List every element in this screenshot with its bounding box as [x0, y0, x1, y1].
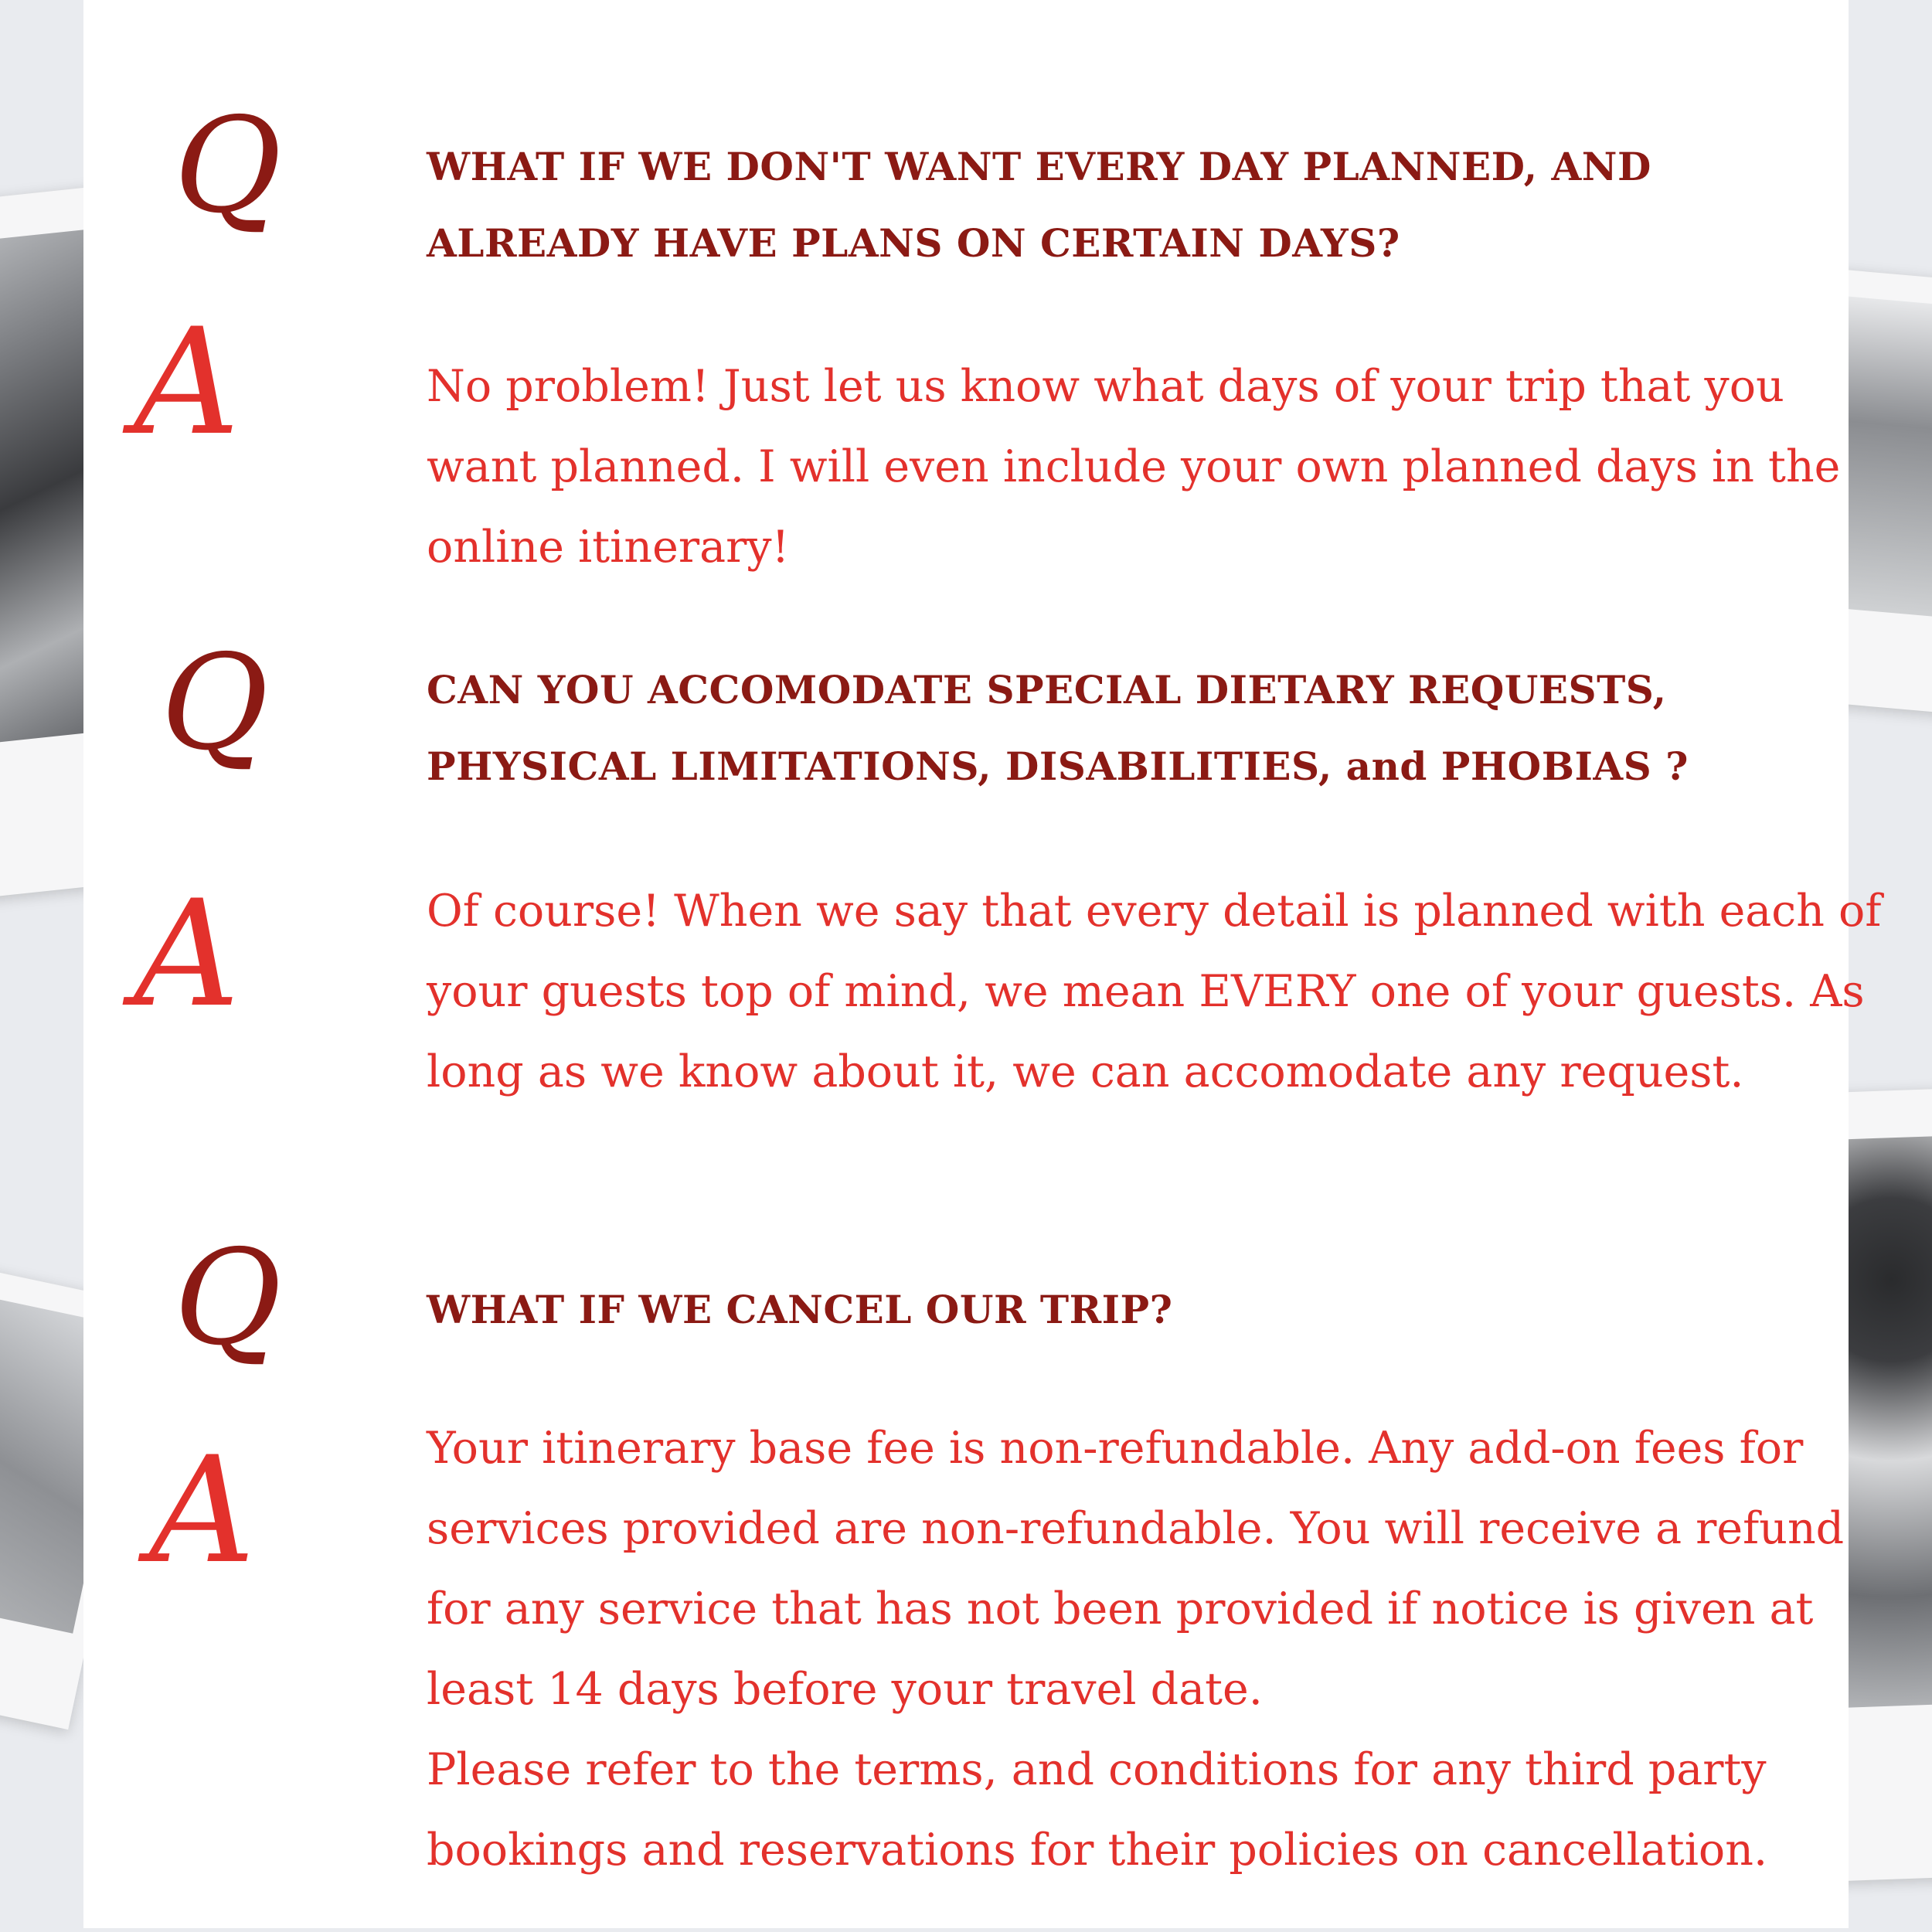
- question-marker: Q: [161, 627, 269, 780]
- answer-3-note: Please refer to the terms, and conditions for any third party bookings and reservations for their policies on cancellation.: [427, 1744, 1768, 1876]
- question-marker: Q: [174, 1222, 282, 1375]
- answer-1-text: No problem! Just let us know what days of your trip that you want planned. I will even include your own planned days in the online itinerary!: [427, 361, 1841, 573]
- question-3: WHAT IF WE CANCEL OUR TRIP?: [427, 1287, 1173, 1332]
- question-2: CAN YOU ACCOMODATE SPECIAL DIETARY REQUESTS, PHYSICAL LIMITATIONS, DISABILITIES, and PHOBIAS ?: [427, 667, 1689, 789]
- answer-marker: A: [134, 297, 240, 468]
- answer-marker: A: [134, 869, 240, 1039]
- question-marker: Q: [174, 90, 282, 243]
- faq-card: [83, 0, 1882, 1928]
- answer-2: [427, 871, 1895, 1112]
- answer-2-text: Of course! When we say that every detail is planned with each of your guests top of mind, we mean EVERY one of your guests. As long as we know about it, we can accomodate any request.: [427, 886, 1882, 1097]
- answer-3-text: Your itinerary base fee is non-refundable. Any add-on fees for services provided are non-refundable. You will receive a refund for any service that has not been provided if notice is given at least 14 days before your travel date.: [427, 1423, 1845, 1715]
- question-1: WHAT IF WE DON'T WANT EVERY DAY PLANNED, AND ALREADY HAVE PLANS ON CERTAIN DAYS?: [427, 144, 1651, 266]
- answer-1: [427, 346, 1895, 587]
- answer-marker: A: [149, 1425, 256, 1596]
- answer-3: [427, 1408, 1895, 1890]
